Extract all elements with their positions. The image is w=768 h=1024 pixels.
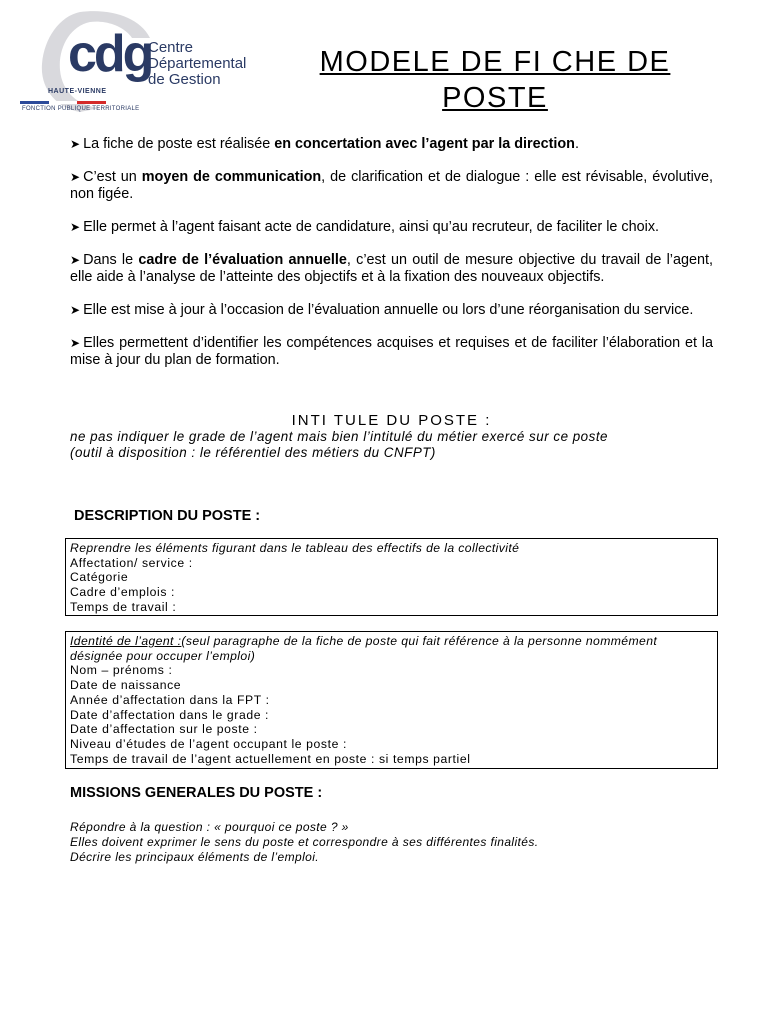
intitule-note-1: ne pas indiquer le grade de l’agent mais bien l’intitulé du métier exercé sur ce poste bbox=[70, 429, 608, 444]
intro-bullet: ➤ Elle est mise à jour à l’occasion de l’évaluation annuelle ou lors d’une réorganisation du service. bbox=[70, 302, 694, 318]
missions-text bbox=[70, 820, 539, 865]
description-field: Temps de travail : bbox=[70, 599, 177, 614]
identite-field: Temps de travail de l’agent actuellement en poste : si temps partiel bbox=[70, 751, 471, 766]
intitule-note-2: (outil à disposition : le référentiel des métiers du CNFPT) bbox=[70, 445, 436, 460]
logo-mark: cdg bbox=[68, 25, 152, 83]
description-field: Catégorie bbox=[70, 570, 129, 585]
arrow-bullet-icon: ➤ bbox=[70, 336, 81, 350]
intitule-heading: INTI TULE DU POSTE : bbox=[291, 412, 492, 429]
identite-field: Date de naissance bbox=[70, 678, 182, 693]
missions-line: Décrire les principaux éléments de l’emploi. bbox=[70, 850, 320, 864]
arrow-bullet-icon: ➤ bbox=[70, 303, 81, 317]
intro-bullet: ➤ Dans le cadre de l’évaluation annuelle, c’est un outil de mesure objective du travail de l’agent, elle aide à l’analyse de l’atteinte des objectifs et à la fixation des nouveaux objectifs. bbox=[70, 252, 713, 285]
logo-org-name: Centre Départemental de Gestion bbox=[148, 39, 247, 88]
missions-heading: MISSIONS GENERALES DU POSTE : bbox=[70, 785, 323, 801]
intro-bullet: ➤ Elle permet à l’agent faisant acte de candidature, ainsi qu’au recruteur, de faciliter le choix. bbox=[70, 219, 660, 235]
intitule-section bbox=[70, 412, 713, 461]
identite-field: Date d’affectation dans le grade : bbox=[70, 707, 270, 722]
tricolor-stripe bbox=[20, 101, 106, 104]
arrow-bullet-icon: ➤ bbox=[70, 170, 81, 184]
identite-box bbox=[65, 631, 718, 769]
description-field: Cadre d’emplois : bbox=[70, 585, 176, 600]
description-box bbox=[65, 538, 718, 616]
logo-subtitle: HAUTE-VIENNE bbox=[48, 88, 107, 95]
arrow-bullet-icon: ➤ bbox=[70, 253, 81, 267]
description-intro: Reprendre les éléments figurant dans le tableau des effectifs de la collectivité bbox=[70, 541, 520, 555]
intro-bullet: ➤ La fiche de poste est réalisée en concertation avec l’agent par la direction. bbox=[70, 136, 579, 152]
identite-field: Nom – prénoms : bbox=[70, 663, 173, 678]
logo-tagline: FONCTION PUBLIQUE TERRITORIALE bbox=[22, 106, 140, 112]
identite-label: Identité de l’agent : bbox=[70, 634, 182, 648]
identite-field: Date d’affectation sur le poste : bbox=[70, 722, 258, 737]
missions-line: Elles doivent exprimer le sens du poste et correspondre à ses différentes finalités. bbox=[70, 835, 539, 849]
identite-field: Année d’affectation dans la FPT : bbox=[70, 692, 270, 707]
arrow-bullet-icon: ➤ bbox=[70, 137, 81, 151]
missions-line: Répondre à la question : « pourquoi ce poste ? » bbox=[70, 820, 349, 834]
identite-field: Niveau d’études de l’agent occupant le poste : bbox=[70, 736, 347, 751]
identite-note: (seul paragraphe de la fiche de poste qui fait référence à la personne nommément désignée pour occuper l’emploi) bbox=[70, 634, 658, 663]
cdg-logo bbox=[20, 8, 260, 120]
intro-bullet: ➤ C’est un moyen de communication, de clarification et de dialogue : elle est révisable, évolutive, non figée. bbox=[70, 169, 714, 202]
intro-bullets bbox=[70, 136, 713, 385]
intro-bullet: ➤ Elles permettent d’identifier les compétences acquises et requises et de faciliter l’élaboration et la mise à jour du plan de formation. bbox=[70, 335, 713, 368]
description-heading: DESCRIPTION DU POSTE : bbox=[74, 508, 261, 524]
arrow-bullet-icon: ➤ bbox=[70, 220, 81, 234]
description-field: Affectation/ service : bbox=[70, 555, 193, 570]
page-title: MODELE DE FI CHE DE POSTE bbox=[319, 46, 671, 114]
